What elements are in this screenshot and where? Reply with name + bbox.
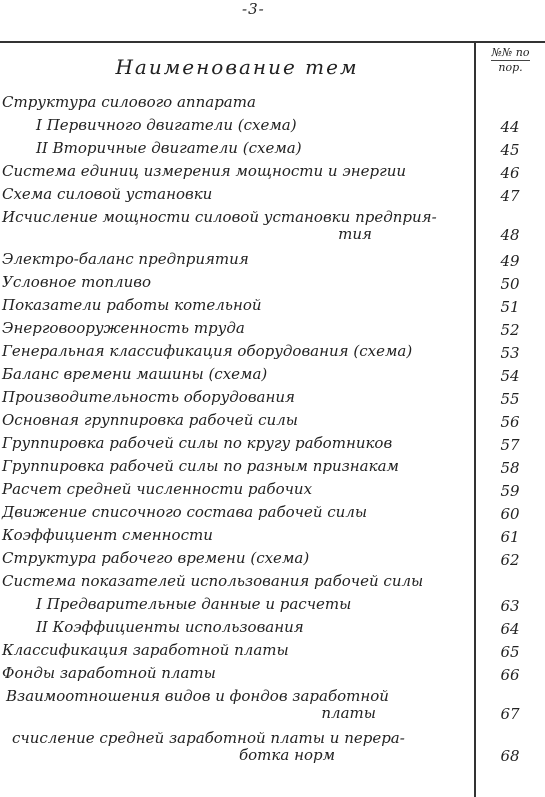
table-row (0, 663, 545, 686)
table-row (0, 161, 545, 184)
topic-title: Группировка рабочей силы по кругу работников (2, 434, 393, 452)
topic-title: Энерговооруженность труда (2, 319, 245, 337)
table-row (0, 686, 545, 728)
table-row (0, 138, 545, 161)
topic-number: 65 (500, 643, 520, 661)
topic-title (6, 686, 476, 724)
topic-number: 45 (500, 141, 520, 159)
topic-title-line: Взаимоотношения видов и фондов заработной (6, 687, 389, 705)
topic-number: 63 (500, 597, 520, 615)
topic-number: 56 (500, 413, 520, 431)
topic-title-continuation: ботка норм (238, 746, 336, 764)
topic-title-line: счисление средней заработной платы и перера- (12, 729, 405, 747)
topic-number: 59 (500, 482, 520, 500)
topic-title: Электро-баланс предприятия (2, 250, 249, 268)
topic-number: 52 (500, 321, 520, 339)
topic-title (12, 728, 482, 766)
topic-title (2, 207, 472, 245)
table-row (0, 728, 545, 770)
number-column-header (476, 46, 545, 75)
table-row (0, 594, 545, 617)
topic-title-line: Исчисление мощности силовой установки предприя- (2, 208, 437, 226)
table-row (0, 456, 545, 479)
table-row (0, 479, 545, 502)
topic-number: 62 (500, 551, 520, 569)
table-row (0, 617, 545, 640)
topic-number: 60 (500, 505, 520, 523)
table-row (0, 115, 545, 138)
topic-title: Фонды заработной платы (2, 664, 216, 682)
table-row (0, 525, 545, 548)
topic-number: 48 (500, 226, 520, 244)
table-row (0, 548, 545, 571)
table-row (0, 387, 545, 410)
topic-title: Структура рабочего времени (схема) (2, 549, 310, 567)
topic-number: 66 (500, 666, 520, 684)
topic-title: Движение списочного состава рабочей силы (2, 503, 368, 521)
topic-number: 55 (500, 390, 520, 408)
table-row (0, 571, 545, 594)
topic-title: Генеральная классификация оборудования (схема) (2, 342, 413, 360)
topic-title: I Первичного двигатели (схема) (36, 116, 297, 134)
page-number: -3- (242, 0, 265, 18)
table-row (0, 295, 545, 318)
topic-title: II Вторичные двигатели (схема) (36, 139, 302, 157)
table-row (0, 318, 545, 341)
table-row (0, 364, 545, 387)
topic-title: Показатели работы котельной (2, 296, 262, 314)
topic-title: Коэффициент сменности (2, 526, 213, 544)
topics-table (0, 92, 545, 770)
topic-number: 46 (500, 164, 520, 182)
topic-number: 51 (500, 298, 520, 316)
topic-number: 49 (500, 252, 520, 270)
topic-title: Структура силового аппарата (2, 93, 256, 111)
table-row (0, 410, 545, 433)
topic-title: Баланс времени машины (схема) (2, 365, 268, 383)
table-row (0, 184, 545, 207)
topic-title: Основная группировка рабочей силы (2, 411, 298, 429)
topic-title: Группировка рабочей силы по разным признакам (2, 457, 399, 475)
topic-number: 68 (500, 747, 520, 765)
topic-title: Система показателей использования рабочей силы (2, 572, 424, 590)
topic-title: II Коэффициенты использования (36, 618, 304, 636)
topic-number: 53 (500, 344, 520, 362)
topic-title-continuation: платы (321, 704, 376, 722)
topic-title-continuation: тия (338, 225, 372, 243)
topic-number: 58 (500, 459, 520, 477)
table-row (0, 249, 545, 272)
table-row (0, 640, 545, 663)
table-row (0, 502, 545, 525)
topic-number: 50 (500, 275, 520, 293)
table-row (0, 341, 545, 364)
topic-number: 67 (500, 705, 520, 723)
topic-number: 61 (500, 528, 520, 546)
table-row (0, 92, 545, 115)
topic-title: Система единиц измерения мощности и энергии (2, 162, 407, 180)
table-row (0, 207, 545, 249)
topic-number: 44 (500, 118, 520, 136)
topic-title: Производительность оборудования (2, 388, 295, 406)
topics-column-header: Наименование тем (115, 55, 359, 79)
number-column-header-line2: пор. (498, 61, 523, 74)
topic-number: 47 (500, 187, 520, 205)
topic-number: 57 (500, 436, 520, 454)
table-row (0, 272, 545, 295)
topic-title: Классификация заработной платы (2, 641, 289, 659)
topic-number: 54 (500, 367, 520, 385)
number-column-header-line1: №№ по (491, 46, 530, 59)
topic-title: Схема силовой установки (2, 185, 213, 203)
table-row (0, 433, 545, 456)
topic-title: Условное топливо (2, 273, 151, 291)
topic-number: 64 (500, 620, 520, 638)
topic-title: Расчет средней численности рабочих (2, 480, 313, 498)
topic-title: I Предварительные данные и расчеты (36, 595, 352, 613)
